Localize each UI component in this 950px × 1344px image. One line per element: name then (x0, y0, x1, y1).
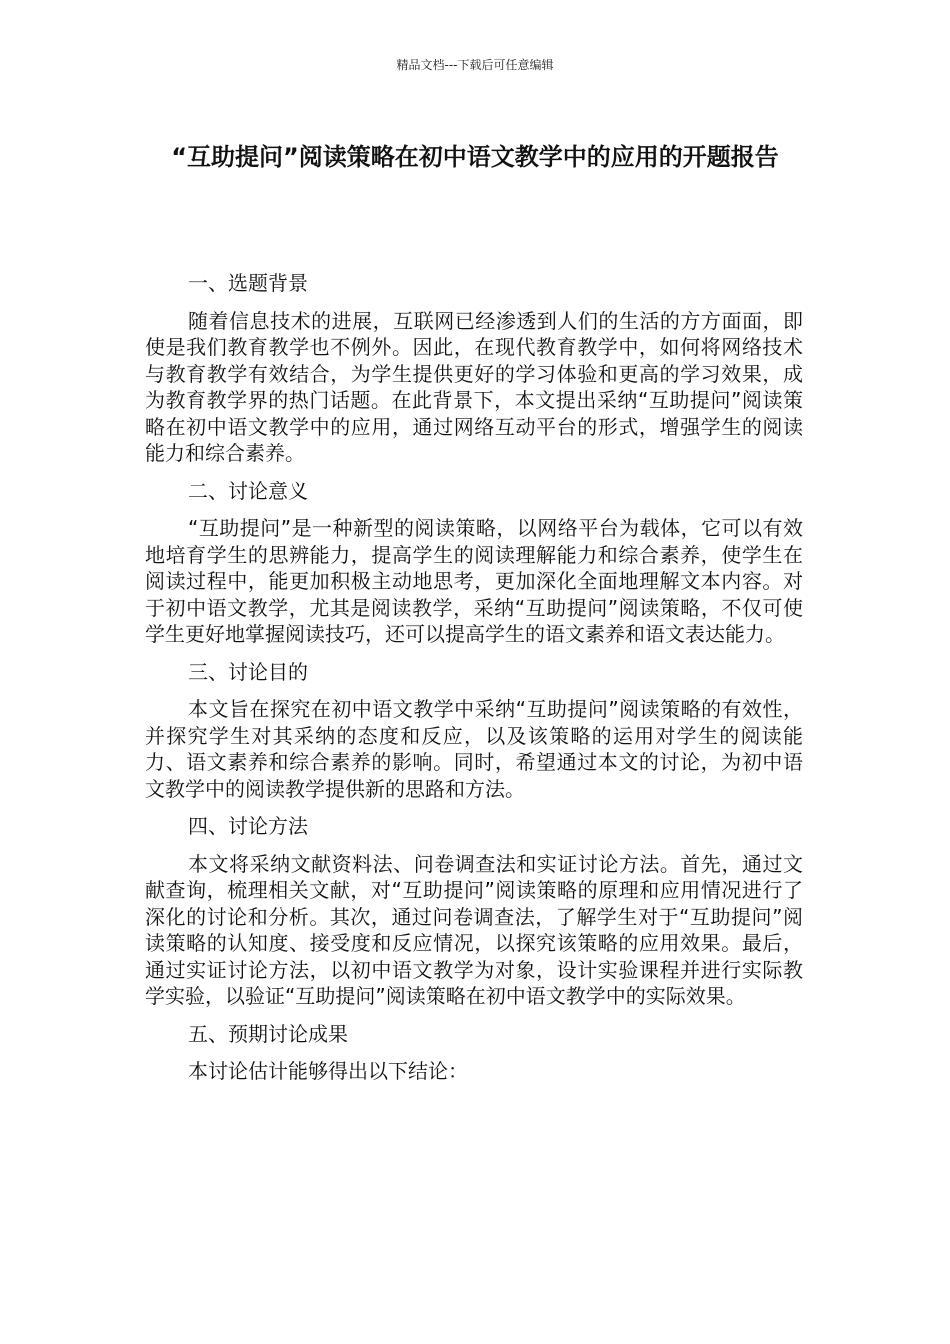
paragraph-expected-results: 本讨论估计能够得出以下结论： (188, 1059, 468, 1083)
section-heading-method: 四、讨论方法 (188, 814, 308, 838)
paragraph-significance: “互助提问”是一种新型的阅读策略，以网络平台为载体，它可以有效地培育学生的思辨能力，提高学生的阅读理解能力和综合素养，使学生在阅读过程中，能更加积极主动地思考，更加深化全面地理解文本内容。对于初中语文教学，尤其是阅读教学，采纳“互助提问”阅读策略，不仅可使学生更好地掌握阅读技巧，还可以提高学生的语文素养和语文表达能力。 (145, 516, 803, 646)
document-title: “互助提问”阅读策略在初中语文教学中的应用的开题报告 (171, 143, 779, 171)
paragraph-background: 随着信息技术的进展，互联网已经渗透到人们的生活的方方面面，即使是我们教育教学也不例外。因此，在现代教育教学中，如何将网络技术与教育教学有效结合，为学生提供更好的学习体验和更高的学习效果，成为教育教学界的热门话题。在此背景下，本文提出采纳“互助提问”阅读策略在初中语文教学中的应用，通过网络互动平台的形式，增强学生的阅读能力和综合素养。 (145, 308, 803, 465)
section-heading-purpose: 三、讨论目的 (188, 659, 308, 684)
section-heading-significance: 二、讨论意义 (188, 478, 308, 503)
page-header: 精品文档---下载后可任意编辑 (396, 58, 554, 72)
section-heading-background: 一、选题背景 (188, 271, 308, 295)
section-heading-expected-results: 五、预期讨论成果 (188, 1021, 348, 1046)
document-body (145, 270, 803, 1096)
paragraph-method: 本文将采纳文献资料法、问卷调查法和实证讨论方法。首先，通过文献查询，梳理相关文献，对“互助提问”阅读策略的原理和应用情况进行了深化的讨论和分析。其次，通过问卷调查法，了解学生对于“互助提问”阅读策略的认知度、接受度和反应情况，以探究该策略的应用效果。最后，通过实证讨论方法，以初中语文教学为对象，设计实验课程并进行实际教学实验，以验证“互助提问”阅读策略在初中语文教学中的实际效果。 (145, 851, 803, 1008)
paragraph-purpose: 本文旨在探究在初中语文教学中采纳“互助提问”阅读策略的有效性，并探究学生对其采纳的态度和反应，以及该策略的运用对学生的阅读能力、语文素养和综合素养的影响。同时，希望通过本文的讨论，为初中语文教学中的阅读教学提供新的思路和方法。 (145, 697, 803, 801)
